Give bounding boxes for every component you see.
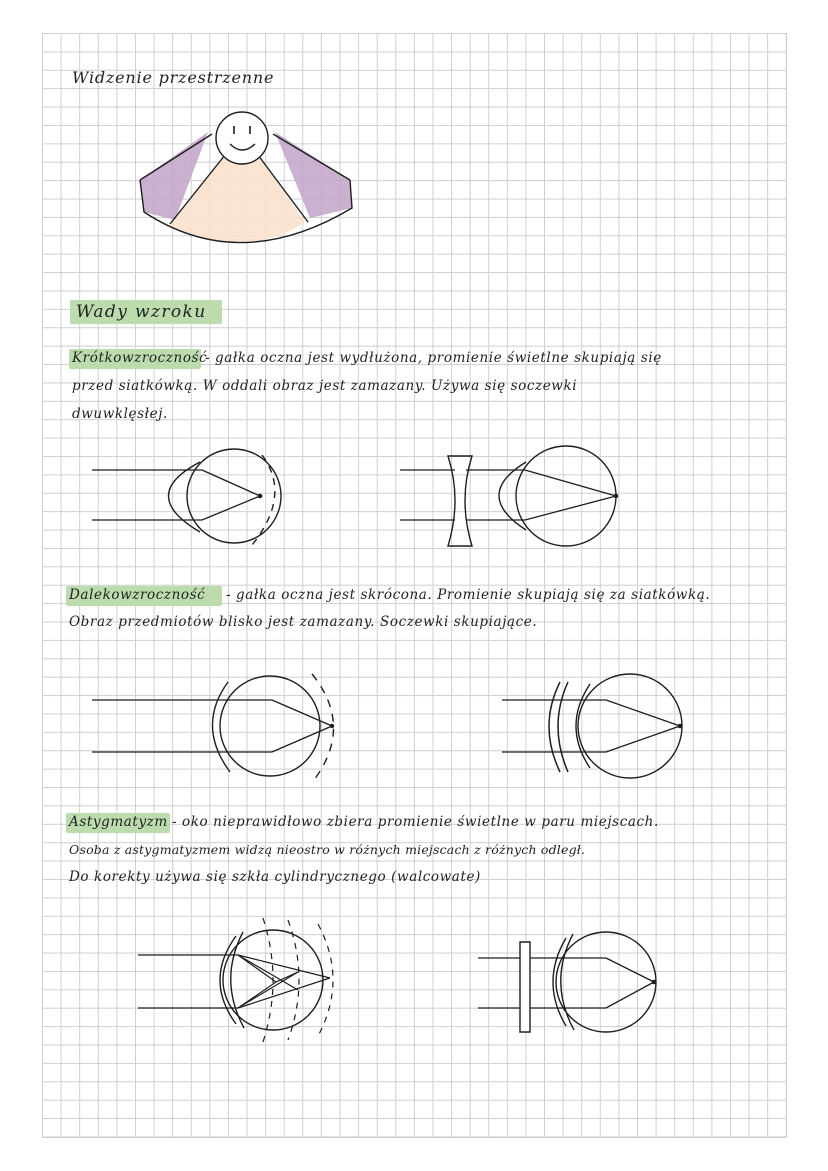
- page-title: Widzenie przestrzenne: [72, 68, 275, 87]
- hyperopia-eye-diagram: [92, 668, 352, 788]
- astigmatism-line-1: - oko nieprawidłowo zbiera promienie świetlne w paru miejscach.: [172, 814, 659, 830]
- smiley-face-icon: [216, 112, 268, 164]
- myopia-line-1: - gałka oczna jest wydłużona, promienie świetlne skupiają się: [205, 350, 662, 366]
- hyperopia-line-1: - gałka oczna jest skrócona. Promienie skupiają się za siatkówką.: [226, 587, 711, 603]
- astigmatism-term: Astygmatyzm: [69, 814, 168, 830]
- hyperopia-line-2: Obraz przedmiotów blisko jest zamazany. Soczewki skupiające.: [69, 614, 538, 630]
- cylindrical-lens-icon: [520, 942, 530, 1032]
- myopia-corrected-diagram: [400, 440, 640, 560]
- astigmatism-line-3: Do korekty używa się szkła cylindrycznego (walcowate): [69, 869, 481, 885]
- astigmatism-eye-diagram: [138, 910, 358, 1050]
- astigmatism-corrected-diagram: [478, 910, 678, 1050]
- hyperopia-term: Dalekowzroczność: [69, 587, 206, 603]
- hyperopia-corrected-diagram: [502, 668, 702, 788]
- myopia-line-3: dwuwklęsłej.: [72, 406, 168, 422]
- section-heading: Wady wzroku: [76, 302, 207, 322]
- field-of-view-sketch: [130, 100, 360, 260]
- myopia-line-2: przed siatkówką. W oddali obraz jest zamazany. Używa się soczewki: [72, 378, 578, 394]
- myopia-term: Krótkowzroczność: [72, 350, 208, 366]
- myopia-eye-diagram: [92, 440, 292, 560]
- astigmatism-line-2: Osoba z astygmatyzmem widzą nieostro w różnych miejscach z różnych odległ.: [69, 842, 586, 857]
